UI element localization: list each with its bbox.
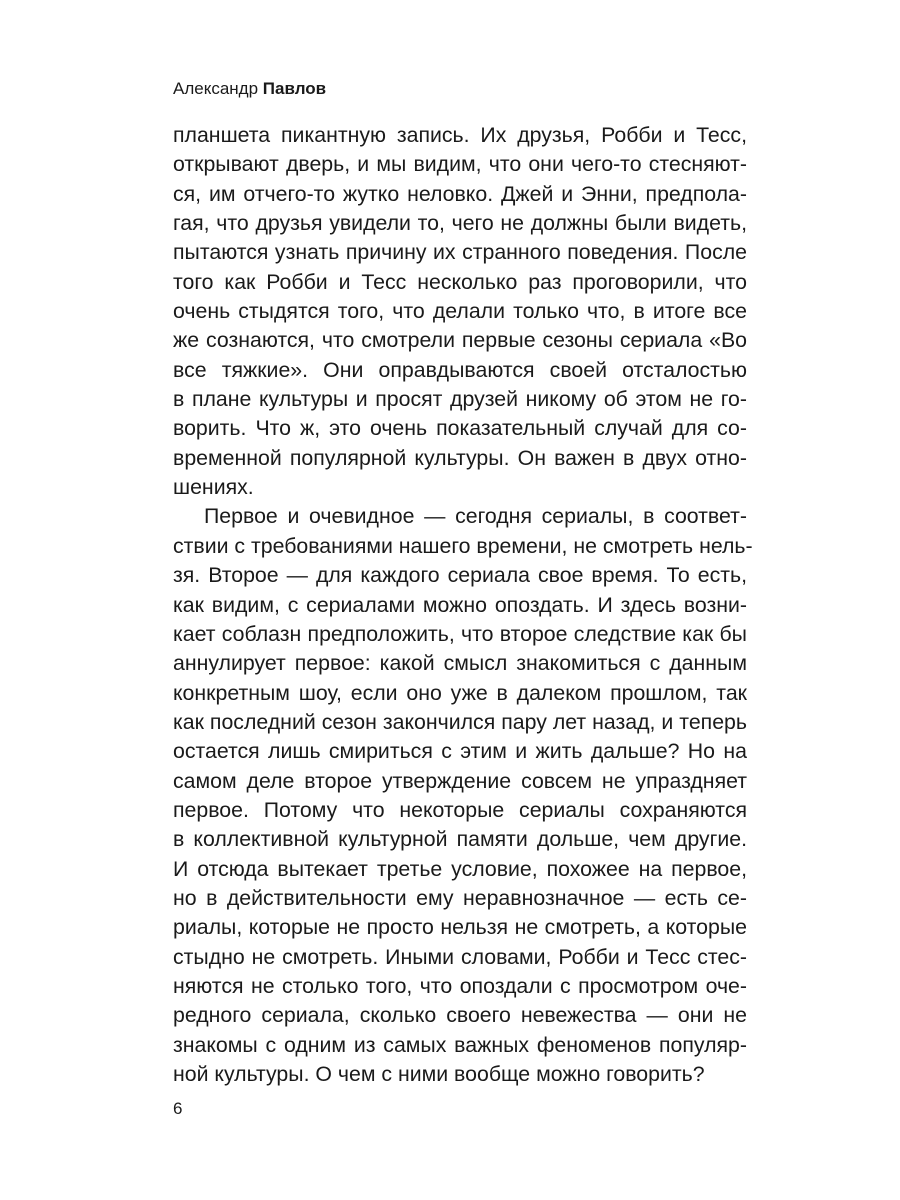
text-line: ной культуры. О чем с ними вообще можно говорить? <box>173 1062 705 1086</box>
text-line: зя. Второе — для каждого сериала свое время. То есть, <box>173 563 747 588</box>
text-line: самом деле второе утверждение совсем не упраздняет <box>173 768 747 793</box>
text-line: гая, что друзья увидели то, чего не должны были видеть, <box>173 211 747 236</box>
text-line: первое. Потому что некоторые сериалы сохраняются <box>173 797 747 822</box>
text-line: все тяжкие». Они оправдываются своей отсталостью <box>173 357 747 382</box>
text-line: аннулирует первое: какой смысл знакомиться с данным <box>173 651 747 676</box>
text-line: же сознаются, что смотрели первые сезоны сериала «Во <box>173 328 747 353</box>
text-line: ствии с требованиями нашего времени, не смотреть нель- <box>173 533 753 558</box>
text-line: как последний сезон закончился пару лет назад, и теперь <box>173 709 747 734</box>
text-line: как видим, с сериалами можно опоздать. И здесь возни- <box>173 592 747 617</box>
text-line: пытаются узнать причину их странного поведения. После <box>173 240 747 265</box>
text-line: открывают дверь, и мы видим, что они чего-то стесняют- <box>173 152 747 177</box>
author-last-name: Павлов <box>262 79 327 98</box>
text-line: кает соблазн предположить, что второе следствие как бы <box>173 621 747 646</box>
text-line: знакомы с одним из самых важных феноменов популяр- <box>173 1032 747 1057</box>
text-line: няются не столько того, что опоздали с просмотром оче- <box>173 973 747 998</box>
text-line: риалы, которые не просто нельзя не смотреть, а которые <box>173 915 747 940</box>
text-line: И отсюда вытекает третье условие, похожее на первое, <box>173 856 747 881</box>
text-line: планшета пикантную запись. Их друзья, Робби и Тесс, <box>173 123 747 147</box>
running-header <box>173 78 326 100</box>
text-line: Первое и очевидное — сегодня сериалы, в соответ- <box>204 504 747 529</box>
text-line: в коллективной культурной памяти дольше, чем другие. <box>173 827 747 852</box>
text-line: конкретным шоу, если оно уже в далеком прошлом, так <box>173 680 747 705</box>
text-line: шениях. <box>173 475 254 500</box>
page-number: 6 <box>173 1099 183 1118</box>
text-line: очень стыдятся того, что делали только что, в итоге все <box>173 299 747 324</box>
text-line: в плане культуры и просят друзей никому об этом не го- <box>173 387 747 412</box>
text-line: редного сериала, сколько своего невежества — они не <box>173 1003 747 1028</box>
text-line: ся, им отчего-то жутко неловко. Джей и Энни, предпола- <box>173 181 747 206</box>
text-line: стыдно не смотреть. Иными словами, Робби и Тесс стес- <box>173 944 747 969</box>
text-line: того как Робби и Тесс несколько раз проговорили, что <box>173 269 747 294</box>
text-line: остается лишь смириться с этим и жить дальше? Но на <box>173 739 747 764</box>
text-line: но в действительности ему неравнозначное — есть се- <box>173 885 747 910</box>
body-text <box>173 121 753 1089</box>
author-first-name: Александр <box>173 79 259 98</box>
text-line: временной популярной культуры. Он важен в двух отно- <box>173 445 747 470</box>
text-line: ворить. Что ж, это очень показательный случай для со- <box>173 416 747 441</box>
